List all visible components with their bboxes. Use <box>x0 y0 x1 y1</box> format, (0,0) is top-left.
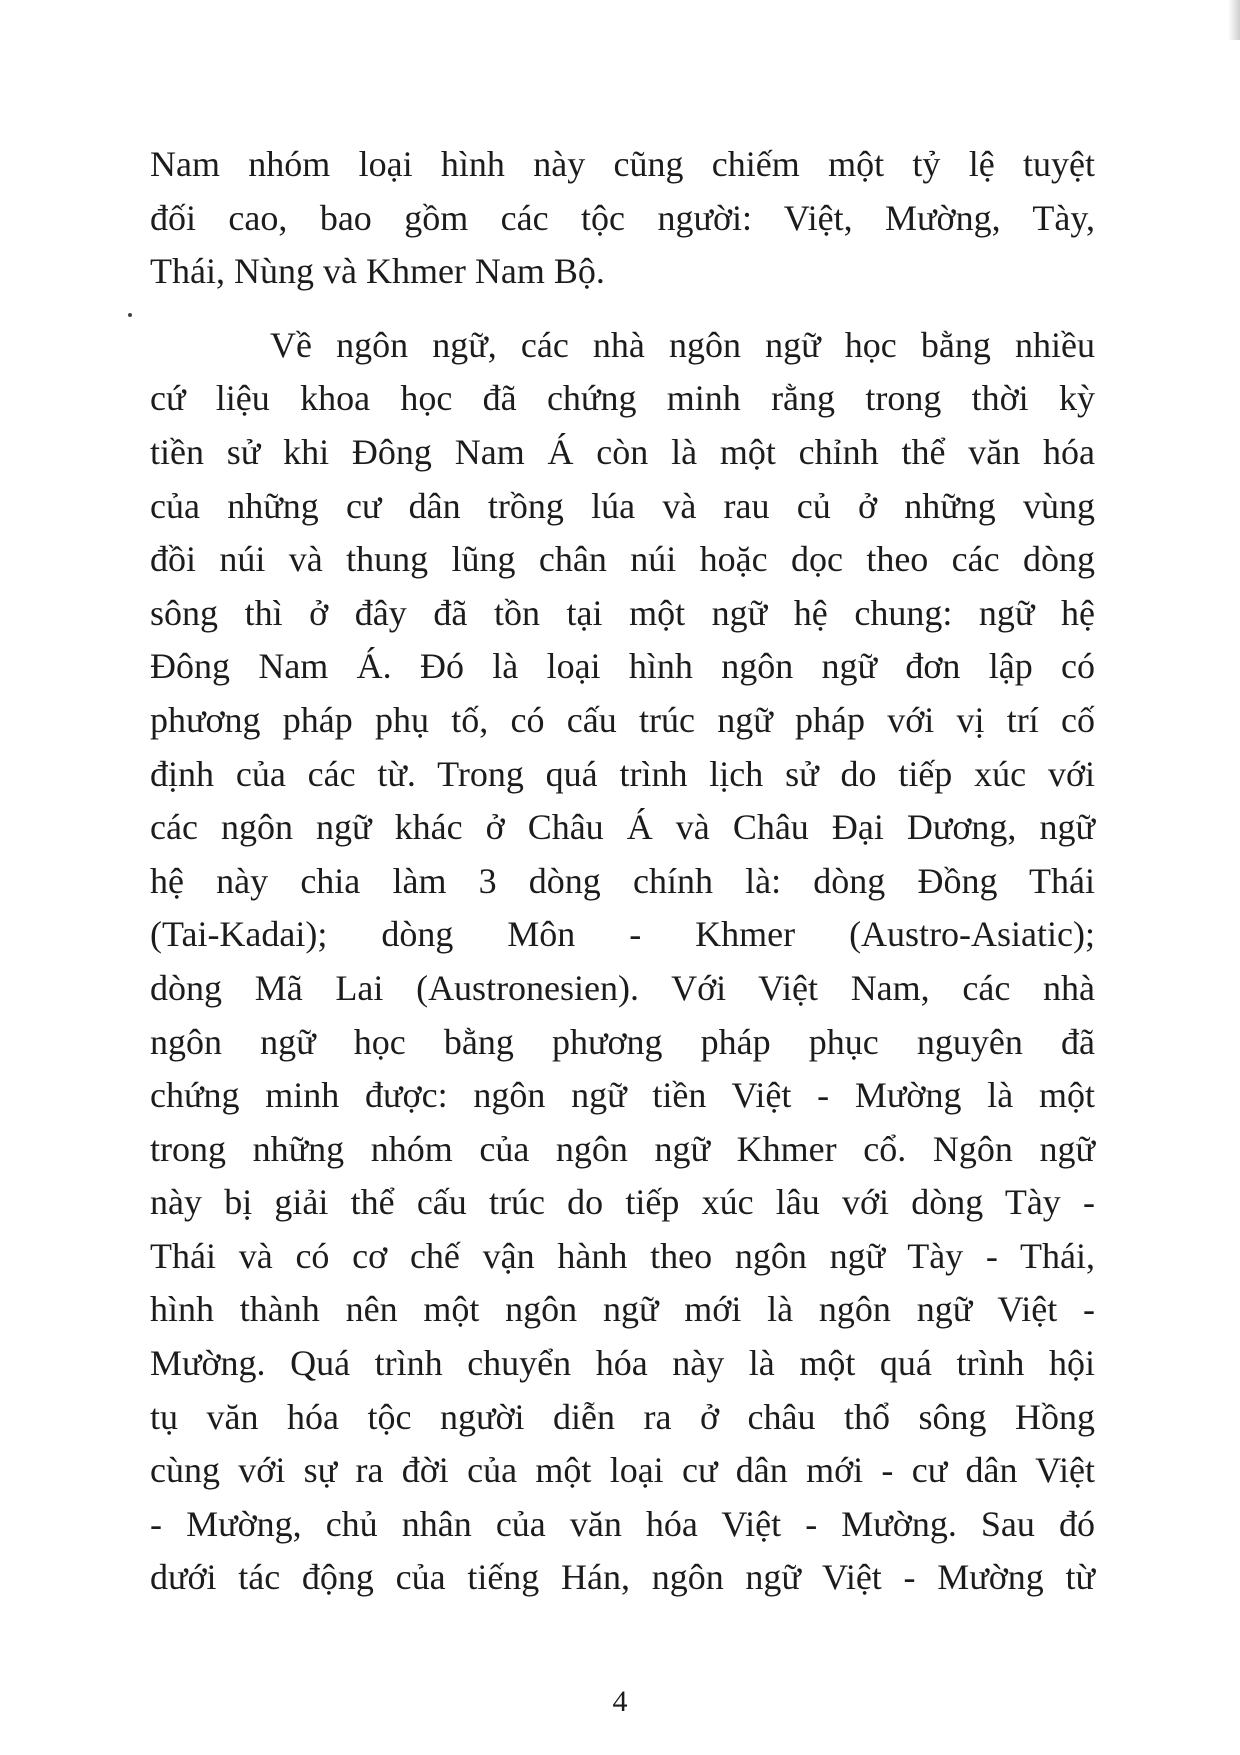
text-line: định của các từ. Trong quá trình lịch sử do tiếp xúc với <box>150 753 1095 794</box>
text-line: đối cao, bao gồm các tộc người: Việt, Mường, Tày, <box>150 197 1095 238</box>
text-line: tiền sử khi Đông Nam Á còn là một chỉnh thể văn hóa <box>150 431 1095 472</box>
text-line: Đông Nam Á. Đó là loại hình ngôn ngữ đơn lập có <box>150 646 1095 687</box>
text-line: ngôn ngữ học bằng phương pháp phục nguyên đã <box>150 1021 1095 1062</box>
text-line: Mường. Quá trình chuyển hóa này là một quá trình hội <box>150 1343 1095 1384</box>
text-line: cứ liệu khoa học đã chứng minh rằng trong thời kỳ <box>150 378 1095 419</box>
text-line: dưới tác động của tiếng Hán, ngôn ngữ Việt - Mường từ <box>150 1557 1095 1598</box>
text-line: Thái và có cơ chế vận hành theo ngôn ngữ Tày - Thái, <box>150 1235 1095 1276</box>
text-line: các ngôn ngữ khác ở Châu Á và Châu Đại Dương, ngữ <box>150 807 1095 848</box>
text-line: chứng minh được: ngôn ngữ tiền Việt - Mường là một <box>150 1075 1095 1116</box>
text-line: phương pháp phụ tố, có cấu trúc ngữ pháp với vị trí cố <box>150 699 1095 740</box>
page-corner-shadow <box>1228 0 1240 40</box>
text-line: dòng Mã Lai (Austronesien). Với Việt Nam, các nhà <box>150 967 1095 1008</box>
text-line: tụ văn hóa tộc người diễn ra ở châu thổ sông Hồng <box>150 1396 1095 1437</box>
text-line: của những cư dân trồng lúa và rau củ ở những vùng <box>150 485 1095 526</box>
text-line: - Mường, chủ nhân của văn hóa Việt - Mường. Sau đó <box>150 1503 1095 1544</box>
text-line: đồi núi và thung lũng chân núi hoặc dọc theo các dòng <box>150 539 1095 580</box>
text-line: trong những nhóm của ngôn ngữ Khmer cổ. Ngôn ngữ <box>150 1128 1095 1169</box>
paragraph-2 <box>150 319 1095 1605</box>
text-line: hình thành nên một ngôn ngữ mới là ngôn ngữ Việt - <box>150 1289 1095 1330</box>
body-text <box>150 138 1095 1605</box>
text-line: Nam nhóm loại hình này cũng chiếm một tỷ lệ tuyệt <box>150 144 1095 184</box>
text-line: sông thì ở đây đã tồn tại một ngữ hệ chung: ngữ hệ <box>150 592 1095 633</box>
text-line: (Tai-Kadai); dòng Môn - Khmer (Austro-Asiatic); <box>150 914 1095 955</box>
text-line: hệ này chia làm 3 dòng chính là: dòng Đồng Thái <box>150 860 1095 901</box>
page-number: 4 <box>612 1685 628 1718</box>
text-line: Thái, Nùng và Khmer Nam Bộ. <box>150 251 605 292</box>
margin-dot-mark <box>128 313 132 317</box>
text-line: này bị giải thể cấu trúc do tiếp xúc lâu với dòng Tày - <box>150 1182 1095 1223</box>
text-line: Về ngôn ngữ, các nhà ngôn ngữ học bằng nhiều <box>270 324 1095 365</box>
paragraph-1 <box>150 138 1095 299</box>
text-line: cùng với sự ra đời của một loại cư dân mới - cư dân Việt <box>150 1450 1095 1491</box>
